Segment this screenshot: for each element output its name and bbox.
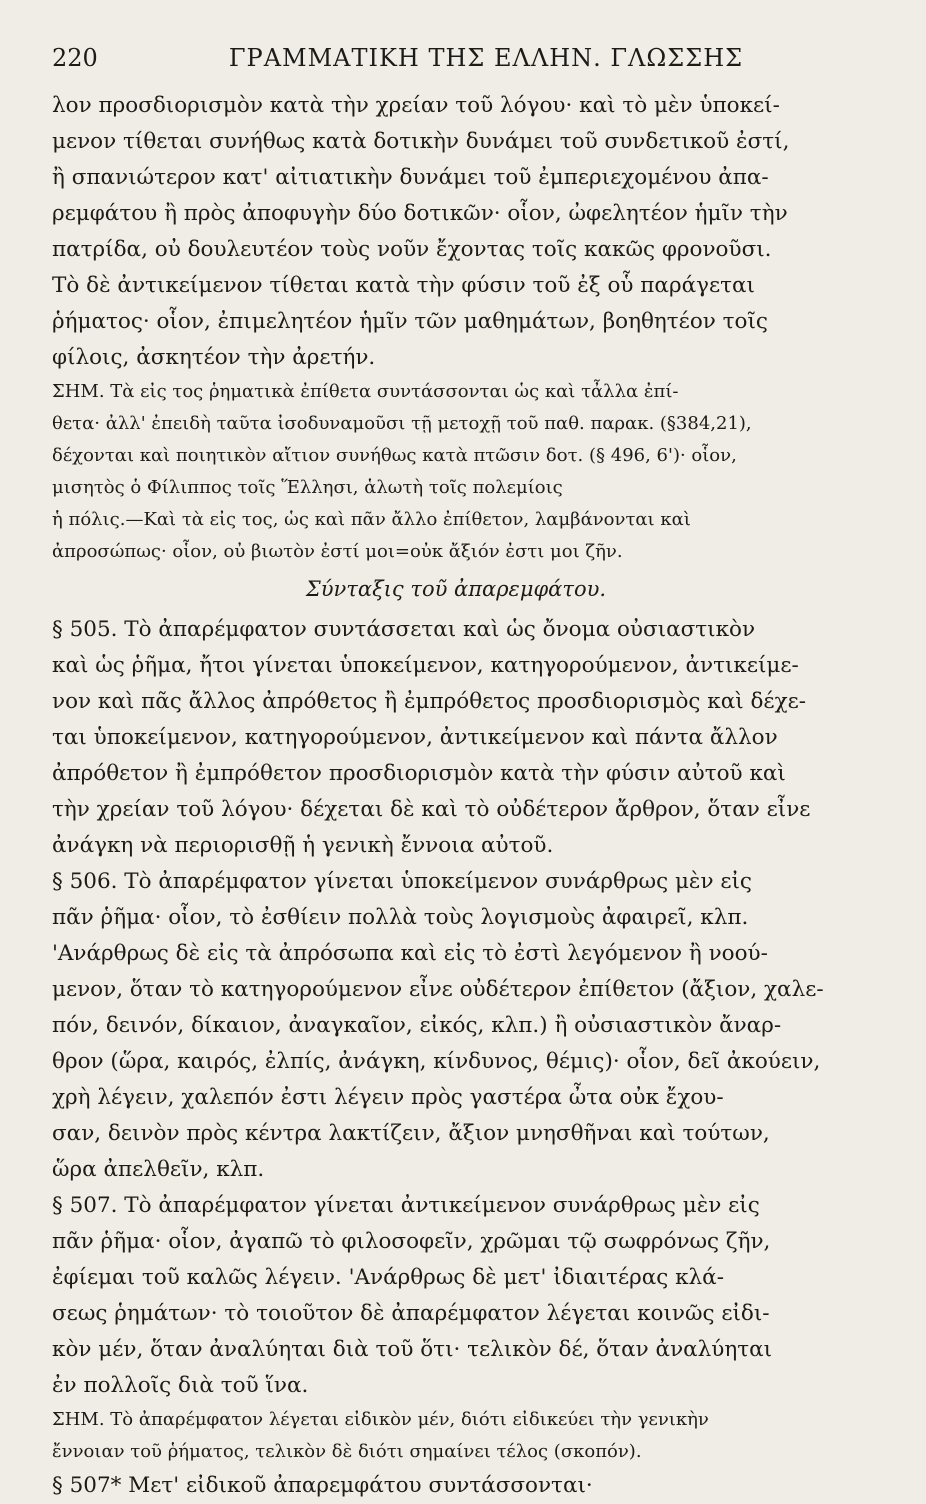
text-line: κὸν μέν, ὅταν ἀναλύηται διὰ τοῦ ὅτι· τελικὸν δέ, ὅταν ἀναλύηται (52, 1337, 773, 1362)
text-line: 'Ανάρθρως δὲ εἰς τὰ ἀπρόσωπα καὶ εἰς τὸ ἐστὶ λεγόμενον ἢ νοού- (52, 941, 768, 966)
text-line: ται ὑποκείμενον, κατηγορούμενον, ἀντικείμενον καὶ πάντα ἄλλον (52, 725, 778, 750)
text-line: § 507. Τὸ ἀπαρέμφατον γίνεται ἀντικείμενον συνάρθρως μὲν εἰς (52, 1193, 760, 1218)
text-line: § 505. Τὸ ἀπαρέμφατον συντάσσεται καὶ ὡς ὄνομα οὐσιαστικὸν (52, 617, 756, 642)
running-title: ΓΡΑΜΜΑΤΙΚΗ ΤΗΣ ΕΛΛΗΝ. ΓΛΩΣΣΗΣ (228, 44, 744, 72)
text-line: ἐφίεμαι τοῦ καλῶς λέγειν. 'Ανάρθρως δὲ μετ' ἰδιαιτέρας κλά- (52, 1265, 724, 1290)
text-line: ὥρα ἀπελθεῖν, κλπ. (52, 1157, 265, 1182)
note-paragraph (52, 376, 860, 568)
text-line: φίλοις, ἀσκητέον τὴν ἀρετήν. (52, 345, 376, 370)
text-line: ἀπρόθετον ἢ ἐμπρόθετον προσδιορισμὸν κατὰ τὴν φύσιν αὐτοῦ καὶ (52, 761, 786, 786)
text-line: ΣΗΜ. Τὸ ἀπαρέμφατον λέγεται εἰδικὸν μέν, διότι εἰδικεύει τὴν γενικὴν (52, 1409, 709, 1430)
text-line: σαν, δεινὸν πρὸς κέντρα λακτίζειν, ἄξιον μνησθῆναι καὶ τούτων, (52, 1121, 770, 1146)
text-line: ἐν πολλοῖς διὰ τοῦ ἵνα. (52, 1373, 309, 1398)
text-line: ἔννοιαν τοῦ ῥήματος, τελικὸν δὲ διότι σημαίνει τέλος (σκοπόν). (52, 1441, 642, 1462)
text-line: § 506. Τὸ ἀπαρέμφατον γίνεται ὑποκείμενον συνάρθρως μὲν εἰς (52, 869, 752, 894)
page-body (52, 88, 860, 1504)
text-line: μενον, ὅταν τὸ κατηγορούμενον εἶνε οὐδέτερον ἐπίθετον (ἄξιον, χαλε- (52, 977, 824, 1002)
text-line: πᾶν ῥῆμα· οἷον, τὸ ἐσθίειν πολλὰ τοὺς λογισμοὺς ἀφαιρεῖ, κλπ. (52, 905, 749, 930)
section-heading (52, 570, 860, 608)
text-line: πατρίδα, οὐ δουλευτέον τοὺς νοῦν ἔχοντας τοῖς κακῶς φρονοῦσι. (52, 237, 772, 262)
text-line: Τὸ δὲ ἀντικείμενον τίθεται κατὰ τὴν φύσιν τοῦ ἐξ οὗ παράγεται (52, 273, 755, 298)
text-line: § 507* Μετ' εἰδικοῦ ἀπαρεμφάτου συντάσσονται· (52, 1473, 593, 1498)
page-number: 220 (52, 44, 98, 72)
text-line: ΣΗΜ. Τὰ εἰς τος ῥηματικὰ ἐπίθετα συντάσσονται ὡς καὶ τἆλλα ἐπί- (52, 381, 679, 402)
text-line: τὴν χρείαν τοῦ λόγου· δέχεται δὲ καὶ τὸ οὐδέτερον ἄρθρον, ὅταν εἶνε (52, 797, 811, 822)
page-header (52, 44, 860, 84)
text-line: ἀνάγκη νὰ περιορισθῇ ἡ γενικὴ ἔννοια αὐτοῦ. (52, 833, 554, 858)
text-line: πόν, δεινόν, δίκαιον, ἀναγκαῖον, εἰκός, κλπ.) ἢ οὐσιαστικὸν ἄναρ- (52, 1013, 782, 1038)
text-line: μενον τίθεται συνήθως κατὰ δοτικὴν δυνάμει τοῦ συνδετικοῦ ἐστί, (52, 129, 790, 154)
text-line: θρον (ὥρα, καιρός, ἐλπίς, ἀνάγκη, κίνδυνος, θέμις)· οἷον, δεῖ ἀκούειν, (52, 1049, 821, 1074)
text-line: ἢ σπανιώτερον κατ' αἰτιατικὴν δυνάμει τοῦ ἐμπεριεχομένου ἀπα- (52, 165, 769, 190)
text-line: ρεμφάτου ἢ πρὸς ἀποφυγὴν δύο δοτικῶν· οἷον, ὠφελητέον ἡμῖν τὴν (52, 201, 788, 226)
text-line: καὶ ὡς ῥῆμα, ἤτοι γίνεται ὑποκείμενον, κατηγορούμενον, ἀντικείμε- (52, 653, 799, 678)
text-paragraph (52, 612, 860, 1404)
text-paragraph (52, 1468, 860, 1504)
text-line: δέχονται καὶ ποιητικὸν αἴτιον συνήθως κατὰ πτῶσιν δοτ. (§ 496, 6')· οἷον, (52, 445, 737, 466)
text-line: σεως ῥημάτων· τὸ τοιοῦτον δὲ ἀπαρέμφατον λέγεται κοινῶς εἰδι- (52, 1301, 770, 1326)
text-line: νον καὶ πᾶς ἄλλος ἀπρόθετος ἢ ἐμπρόθετος προσδιορισμὸς καὶ δέχε- (52, 689, 807, 714)
text-line: λον προσδιορισμὸν κατὰ τὴν χρείαν τοῦ λόγου· καὶ τὸ μὲν ὑποκεί- (52, 93, 780, 118)
text-line: θετα· ἀλλ' ἐπειδὴ ταῦτα ἰσοδυναμοῦσι τῇ μετοχῇ τοῦ παθ. παρακ. (§384,21), (52, 413, 752, 434)
text-line: χρὴ λέγειν, χαλεπόν ἐστι λέγειν πρὸς γαστέρα ὦτα οὐκ ἔχου- (52, 1085, 724, 1110)
text-line: Σύνταξις τοῦ ἀπαρεμφάτου. (305, 577, 607, 601)
text-line: μισητὸς ὁ Φίλιππος τοῖς Ἕλλησι, ἁλωτὴ τοῖς πολεμίοις (52, 477, 563, 498)
text-line: ῥήματος· οἷον, ἐπιμελητέον ἡμῖν τῶν μαθημάτων, βοηθητέον τοῖς (52, 309, 768, 334)
text-line: ἀπροσώπως· οἷον, οὐ βιωτὸν ἐστί μοι=οὐκ ἄξιόν ἐστι μοι ζῆν. (52, 541, 623, 562)
note-paragraph (52, 1404, 860, 1468)
text-line: πᾶν ῥῆμα· οἷον, ἀγαπῶ τὸ φιλοσοφεῖν, χρῶμαι τῷ σωφρόνως ζῆν, (52, 1229, 771, 1254)
text-line: ἡ πόλις.—Καὶ τὰ εἰς τος, ὡς καὶ πᾶν ἄλλο ἐπίθετον, λαμβάνονται καὶ (52, 509, 691, 530)
text-paragraph (52, 88, 860, 376)
